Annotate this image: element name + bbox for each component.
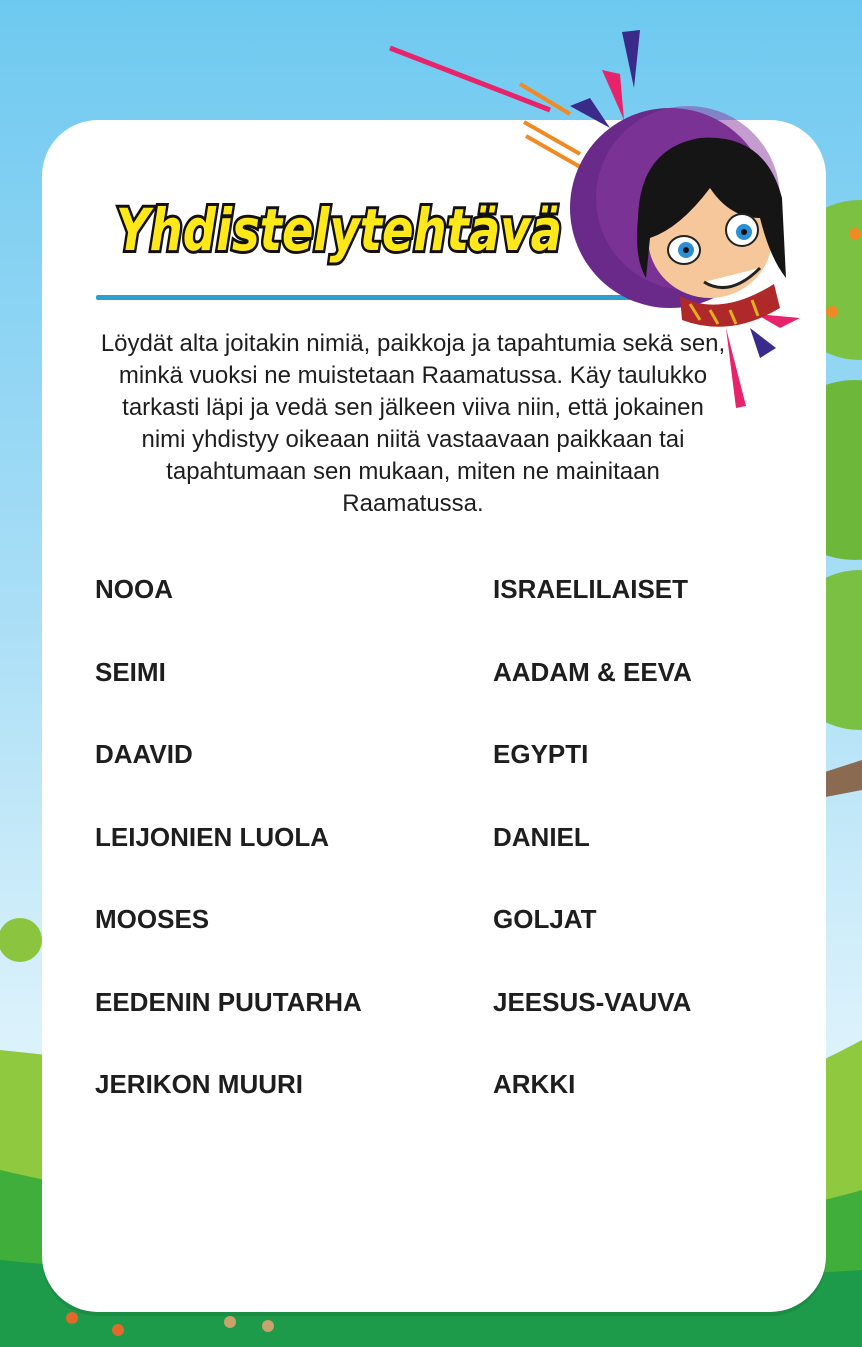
right-item-3: EGYPTI — [493, 739, 589, 769]
bush — [0, 918, 42, 962]
right-item-4: DANIEL — [493, 821, 590, 852]
right-item-2: AADAM & EEVA — [493, 656, 692, 687]
instructions-text: Löydät alta joitakin nimiä, paikkoja ja tapahtumia sekä sen, minkä vuoksi ne muistetaan Raamatussa. Käy taulukko tarkasti läpi ja vedä sen jälkeen viiva niin, että jokainen nimi yhdistyy oikeaan niitä vastaavaan paikkaan tai tapahtumaan sen mukaan, miten ne mainitaan Raamatussa. — [100, 330, 726, 517]
svg-text:Yhdistelytehtävä: Yhdistelytehtävä — [116, 196, 562, 264]
right-item-7: ARKKI — [493, 1069, 576, 1099]
left-item-3: DAAVID — [95, 739, 193, 769]
left-column-list — [95, 572, 362, 1150]
right-item-1: ISRAELILAISET — [493, 574, 689, 604]
left-item-4: LEIJONIEN LUOLA — [95, 821, 330, 852]
left-item-6: EEDENIN PUUTARHA — [95, 986, 362, 1017]
page-title — [112, 180, 582, 270]
right-column-list — [493, 572, 692, 1150]
left-item-7: JERIKON MUURI — [95, 1069, 304, 1099]
left-item-5: MOOSES — [95, 904, 210, 934]
right-item-6: JEESUS-VAUVA — [493, 986, 692, 1017]
left-item-2: SEIMI — [95, 656, 166, 687]
right-item-5: GOLJAT — [493, 904, 597, 934]
left-item-1: NOOA — [95, 574, 173, 604]
